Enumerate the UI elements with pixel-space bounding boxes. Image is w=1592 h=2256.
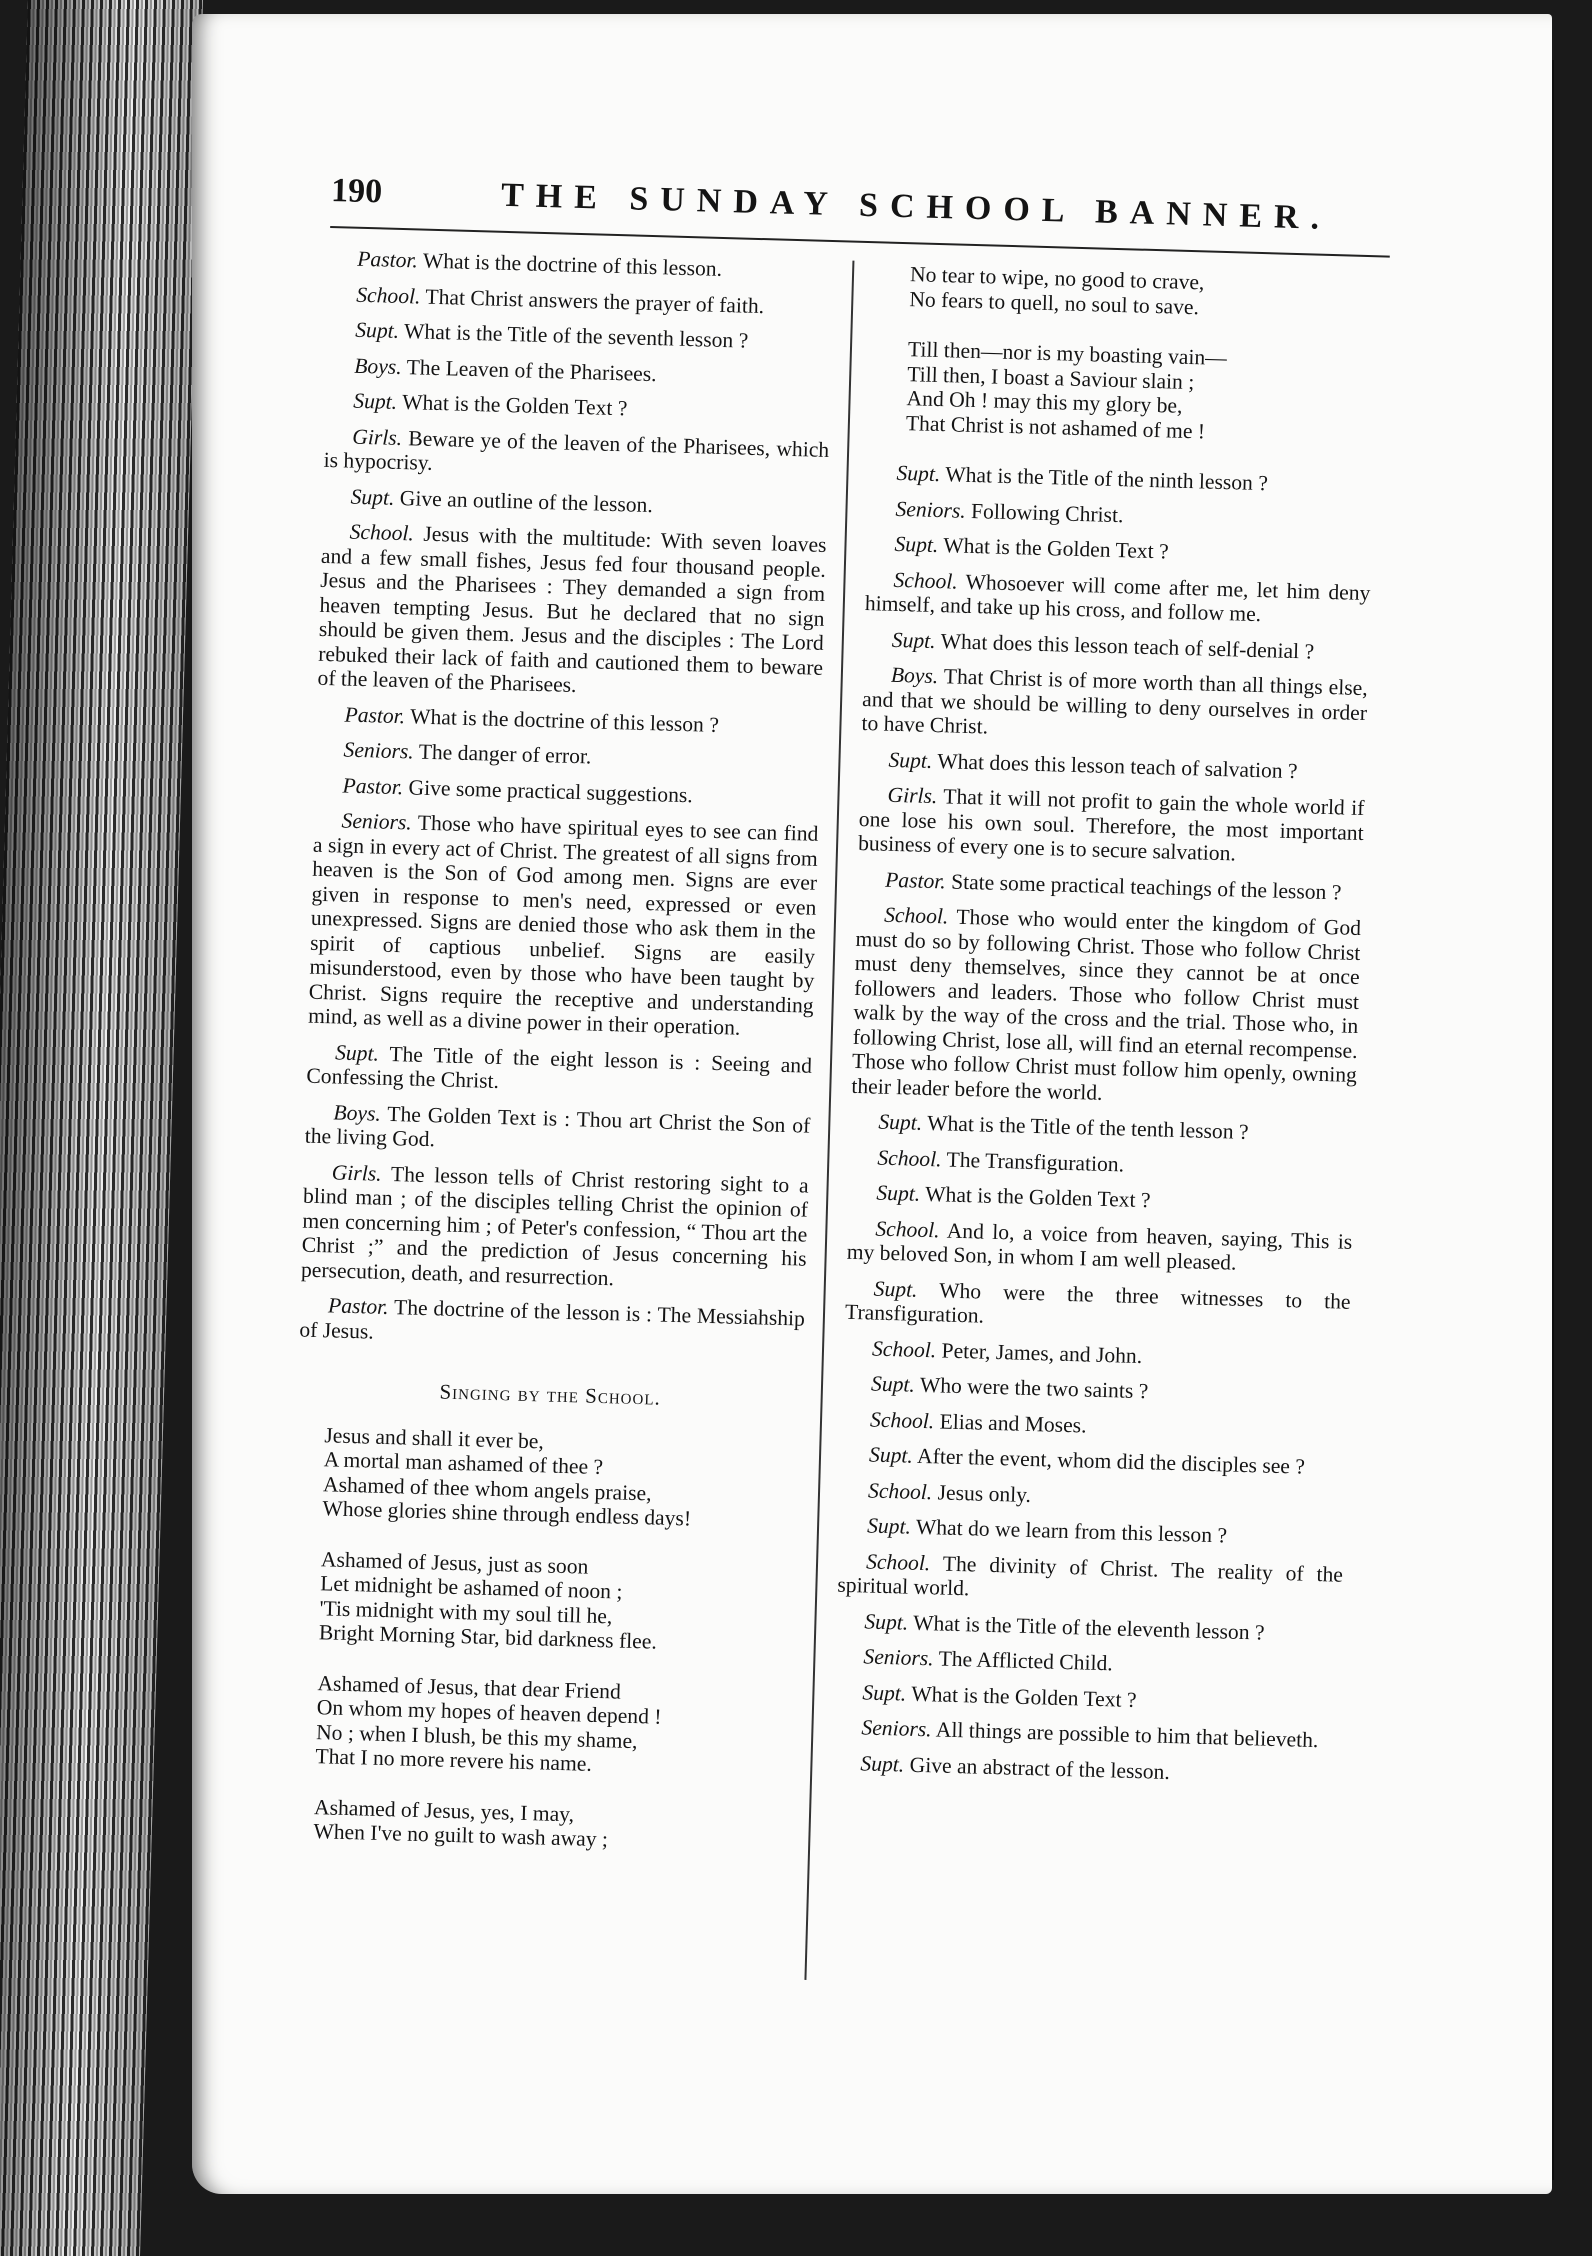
speech-text: Following Christ. — [970, 498, 1124, 527]
dialogue-paragraph — [304, 1099, 810, 1162]
speech-text: The Transfiguration. — [946, 1147, 1125, 1177]
speaker-label: School. — [875, 1216, 940, 1242]
speaker-label: Supt. — [888, 747, 933, 773]
dialogue-paragraph — [849, 1144, 1354, 1183]
speech-text: Give an outline of the lesson. — [399, 485, 654, 517]
hymn-stanza — [870, 336, 1378, 448]
dialogue-paragraph — [839, 1513, 1344, 1552]
speaker-label: Pastor. — [356, 246, 419, 273]
speaker-label: Pastor. — [344, 702, 406, 728]
dialogue-paragraph — [301, 1159, 809, 1296]
speech-text: The Golden Text is : Thou art Christ the Son of the living God. — [304, 1101, 811, 1152]
running-title: THE SUNDAY SCHOOL BANNER. — [500, 176, 1332, 237]
speech-text: Give an abstract of the lesson. — [909, 1752, 1171, 1784]
dialogue-paragraph — [868, 460, 1373, 499]
left-dialogue — [299, 246, 834, 1356]
speech-text: What is the Golden Text ? — [943, 533, 1169, 564]
speaker-label: School. — [893, 567, 959, 594]
speaker-label: School. — [865, 1548, 931, 1575]
speaker-label: Supt. — [350, 484, 395, 510]
speech-text: The Title of the eight lesson is : Seeing and Confessing the Christ. — [306, 1041, 813, 1094]
running-header — [330, 162, 1511, 255]
book-page — [192, 14, 1552, 2194]
speech-text: What does this lesson teach of self-denial ? — [940, 628, 1315, 664]
speech-text: What is the doctrine of this lesson ? — [409, 703, 720, 737]
hymn-stanza — [294, 1422, 802, 1534]
speaker-label: Seniors. — [863, 1644, 934, 1671]
speaker-label: Girls. — [887, 782, 938, 809]
speech-text: The doctrine of the lesson is : The Messiahship of Jesus. — [299, 1295, 806, 1344]
dialogue-paragraph — [833, 1715, 1338, 1754]
verse-line: 'Tis midnight with my soul till he, — [319, 1595, 613, 1628]
dialogue-paragraph — [840, 1477, 1345, 1516]
verse-line: Let midnight be ashamed of noon ; — [319, 1571, 623, 1604]
speaker-label: Supt. — [878, 1109, 923, 1135]
dialogue-paragraph — [860, 746, 1365, 785]
hymn-stanzas-continued — [870, 261, 1380, 448]
dialogue-paragraph — [315, 737, 820, 776]
dialogue-paragraph — [325, 388, 830, 427]
speech-text: After the event, whom did the disciples see ? — [916, 1443, 1306, 1479]
speaker-label: Pastor. — [327, 1293, 389, 1320]
speech-text: The danger of error. — [418, 739, 592, 769]
dialogue-paragraph — [835, 1644, 1340, 1683]
page-number: 190 — [330, 171, 383, 211]
dialogue-paragraph — [322, 483, 827, 522]
speaker-label: Supt. — [860, 1750, 905, 1777]
speaker-label: Supt. — [870, 1371, 916, 1397]
dialogue-paragraph — [858, 782, 1365, 870]
speaker-label: School. — [355, 282, 421, 309]
verse-line: On whom my hopes of heaven depend ! — [316, 1695, 662, 1729]
verse-line: Bright Morning Star, bid darkness flee. — [318, 1620, 658, 1654]
dialogue-paragraph — [865, 567, 1371, 630]
speaker-label: Supt. — [864, 1608, 909, 1635]
speech-text: Jesus only. — [937, 1479, 1032, 1507]
verse-line: And Oh ! may this my glory be, — [906, 386, 1183, 418]
dialogue-paragraph — [834, 1679, 1339, 1718]
speaker-label: School. — [883, 902, 949, 929]
verse-line: Ashamed of Jesus, that dear Friend — [317, 1670, 622, 1704]
speech-text: State some practical teachings of the lesson ? — [950, 869, 1342, 904]
hymn-stanza — [291, 1546, 799, 1658]
dialogue-paragraph — [308, 808, 819, 1043]
speaker-label: Boys. — [890, 662, 939, 689]
speech-text: What is the Golden Text ? — [910, 1681, 1137, 1712]
verse-line: No fears to quell, no soul to save. — [909, 286, 1200, 319]
speech-text: The divinity of Christ. The reality of the spiritual world. — [837, 1551, 1344, 1601]
speech-text: Give some practical suggestions. — [408, 774, 694, 807]
dialogue-paragraph — [848, 1180, 1353, 1219]
speech-text: And lo, a voice from heaven, saying, This is my beloved Son, in whom I am well pleased. — [846, 1218, 1353, 1275]
speaker-label: Girls. — [352, 424, 403, 450]
hymn-stanza — [287, 1670, 795, 1782]
speaker-label: School. — [871, 1336, 937, 1362]
dialogue-paragraph — [864, 627, 1369, 666]
speaker-label: Supt. — [353, 388, 398, 414]
verse-line: No ; when I blush, be this my shame, — [315, 1719, 638, 1753]
dialogue-paragraph — [843, 1371, 1348, 1410]
speaker-label: Seniors. — [861, 1715, 932, 1742]
speaker-label: Seniors. — [343, 737, 415, 764]
verse-line: When I've no guilt to wash away ; — [313, 1819, 609, 1852]
speaker-label: School. — [877, 1145, 942, 1171]
book-page-edges — [0, 0, 203, 2256]
dialogue-paragraph — [867, 496, 1372, 535]
speech-text: Whosoever will come after me, let him deny himself, and take up his cross, and follow me. — [864, 569, 1371, 627]
verse-line: No tear to wipe, no good to crave, — [909, 262, 1205, 295]
dialogue-paragraph — [842, 1406, 1347, 1445]
speaker-label: Supt. — [896, 460, 941, 487]
verse-line: Till then—nor is my boasting vain— — [907, 337, 1228, 371]
dialogue-paragraph — [866, 531, 1371, 570]
speaker-label: Boys. — [333, 1099, 382, 1126]
dialogue-paragraph — [832, 1750, 1337, 1789]
dialogue-paragraph — [317, 519, 827, 705]
dialogue-paragraph — [323, 423, 829, 486]
speaker-label: Girls. — [331, 1159, 382, 1186]
speaker-label: Supt. — [868, 1442, 914, 1468]
dialogue-paragraph — [316, 701, 821, 740]
right-column — [832, 261, 1379, 1800]
speech-text: What does this lesson teach of salvation ? — [936, 748, 1298, 783]
speech-text: Beware ye of the leaven of the Pharisees, which is hypocrisy. — [323, 425, 830, 475]
speech-text: What is the Title of the seventh lesson ? — [403, 319, 749, 353]
speech-text: What is the Title of the eleventh lesson ? — [912, 1610, 1265, 1645]
speaker-label: Pastor. — [342, 773, 404, 799]
speaker-label: School. — [867, 1477, 933, 1504]
verse-line: A mortal man ashamed of thee ? — [323, 1447, 604, 1480]
verse-line: That Christ is not ashamed of me ! — [905, 410, 1206, 443]
speaker-label: Supt. — [891, 627, 937, 653]
speaker-label: Supt. — [894, 531, 939, 558]
dialogue-paragraph — [836, 1608, 1341, 1647]
speech-text: What do we learn from this lesson ? — [915, 1514, 1228, 1548]
speech-text: The Afflicted Child. — [938, 1646, 1114, 1676]
speech-text: What is the Golden Text ? — [924, 1181, 1151, 1213]
speech-text: Peter, James, and John. — [941, 1337, 1143, 1368]
speaker-label: Supt. — [862, 1679, 907, 1706]
right-dialogue — [832, 460, 1374, 1789]
dialogue-paragraph — [845, 1275, 1351, 1338]
speaker-label: Supt. — [873, 1276, 918, 1302]
singing-heading: Singing by the School. — [439, 1379, 662, 1410]
speech-text: Elias and Moses. — [939, 1408, 1087, 1438]
speaker-label: Supt. — [866, 1513, 912, 1539]
dialogue-paragraph — [857, 866, 1362, 905]
speaker-label: Seniors. — [895, 496, 967, 523]
verse-line: Ashamed of Jesus, just as soon — [320, 1546, 589, 1579]
speaker-label: Supt. — [354, 317, 400, 343]
dialogue-paragraph — [844, 1335, 1349, 1374]
left-column — [284, 246, 834, 1883]
dialogue-paragraph — [329, 246, 834, 285]
speech-text: Those who have spiritual eyes to see can find a sign in every act of Christ. The greatest of all signs from heaven is the Son of God among men. Signs are ever given in response to men's need, expressed or even unexpressed. Signs are denied those who ask them in the spirit of captious unbelief. Signs are easily misunderstood, even by those who have been taught by Christ. Signs require the receptive and understanding mind, as well as a divine power in their operation. — [307, 810, 819, 1040]
dialogue-paragraph — [326, 352, 831, 391]
verse-line: Ashamed of thee whom angels praise, — [322, 1471, 652, 1505]
speech-text: Jesus with the multitude: With seven loaves and a few small fishes, Jesus fed four thousand people. Jesus and the Pharisees : They demanded a sign from heaven tempting Jesus. But he declared that no sign should be given them. Jesus and the disciples : The Lord rebuked their lack of faith and cautioned them to beware of the leaven of the Pharisees. — [317, 521, 827, 698]
page-content — [280, 162, 1592, 2057]
dialogue-paragraph — [841, 1442, 1346, 1481]
verse-line: Whose glories shine through endless days! — [322, 1496, 692, 1531]
speaker-label: School. — [349, 519, 415, 546]
speaker-label: Pastor. — [884, 867, 947, 893]
verse-line: Ashamed of Jesus, yes, I may, — [313, 1794, 575, 1826]
speaker-label: Supt. — [876, 1180, 921, 1206]
speech-text: That Christ answers the prayer of faith. — [425, 284, 765, 318]
dialogue-paragraph — [328, 281, 833, 320]
speech-text: What is the Title of the tenth lesson ? — [926, 1110, 1249, 1144]
speech-text: Who were the three witnesses to the Transfiguration. — [844, 1277, 1351, 1328]
dialogue-paragraph — [314, 772, 819, 811]
hymn-stanzas — [285, 1422, 802, 1857]
speech-text: All things are possible to him that believeth. — [935, 1717, 1319, 1753]
verse-line: Till then, I boast a Saviour slain ; — [906, 361, 1195, 394]
speech-text: That it will not profit to gain the whole world if one lose his own soul. Therefore, the most important business of every one is to secure salvation. — [857, 784, 1365, 866]
hymn-stanza — [285, 1794, 791, 1857]
speech-text: Those who would enter the kingdom of God must do so by following Christ. Those who follow Christ must deny themselves, since they cannot be at once followers and leaders. Those who follow Christ must walk by the way of the cross and the trial. Those who, in following Christ, lose all, will find an eternal recompense. Those who follow Christ must follow him openly, owning their leader before the world. — [851, 904, 1362, 1105]
verse-line: Jesus and shall it ever be, — [324, 1422, 545, 1453]
hymn-stanza — [873, 261, 1379, 324]
dialogue-paragraph — [299, 1293, 805, 1356]
dialogue-paragraph — [861, 662, 1368, 750]
speech-text: What is the doctrine of this lesson. — [422, 248, 723, 281]
speaker-label: School. — [869, 1407, 935, 1433]
speech-text: Who were the two saints ? — [919, 1372, 1149, 1404]
speech-text: What is the Title of the ninth lesson ? — [944, 462, 1269, 496]
speaker-label: Supt. — [334, 1039, 380, 1066]
speech-text: What is the Golden Text ? — [401, 390, 628, 421]
dialogue-paragraph — [837, 1548, 1343, 1611]
dialogue-paragraph — [846, 1215, 1352, 1278]
speech-text: The Leaven of the Pharisees. — [406, 354, 657, 386]
speech-text: That Christ is of more worth than all things else, and that we should be willing to deny ourselves in order to have Christ. — [861, 664, 1369, 739]
dialogue-paragraph — [851, 902, 1361, 1112]
speaker-label: Seniors. — [341, 808, 413, 835]
dialogue-paragraph — [850, 1109, 1355, 1148]
verse-line: That I no more revere his name. — [315, 1744, 593, 1776]
dialogue-paragraph — [327, 317, 832, 356]
speaker-label: Boys. — [353, 353, 403, 379]
speech-text: The lesson tells of Christ restoring sight to a blind man ; of the disciples telling Christ the opinion of men concerning him ; of Peter's confession, “ Thou art the Christ ;” and the prediction of Jesus concerning his persecution, death, and resurrection. — [300, 1161, 809, 1290]
dialogue-paragraph — [306, 1039, 812, 1102]
